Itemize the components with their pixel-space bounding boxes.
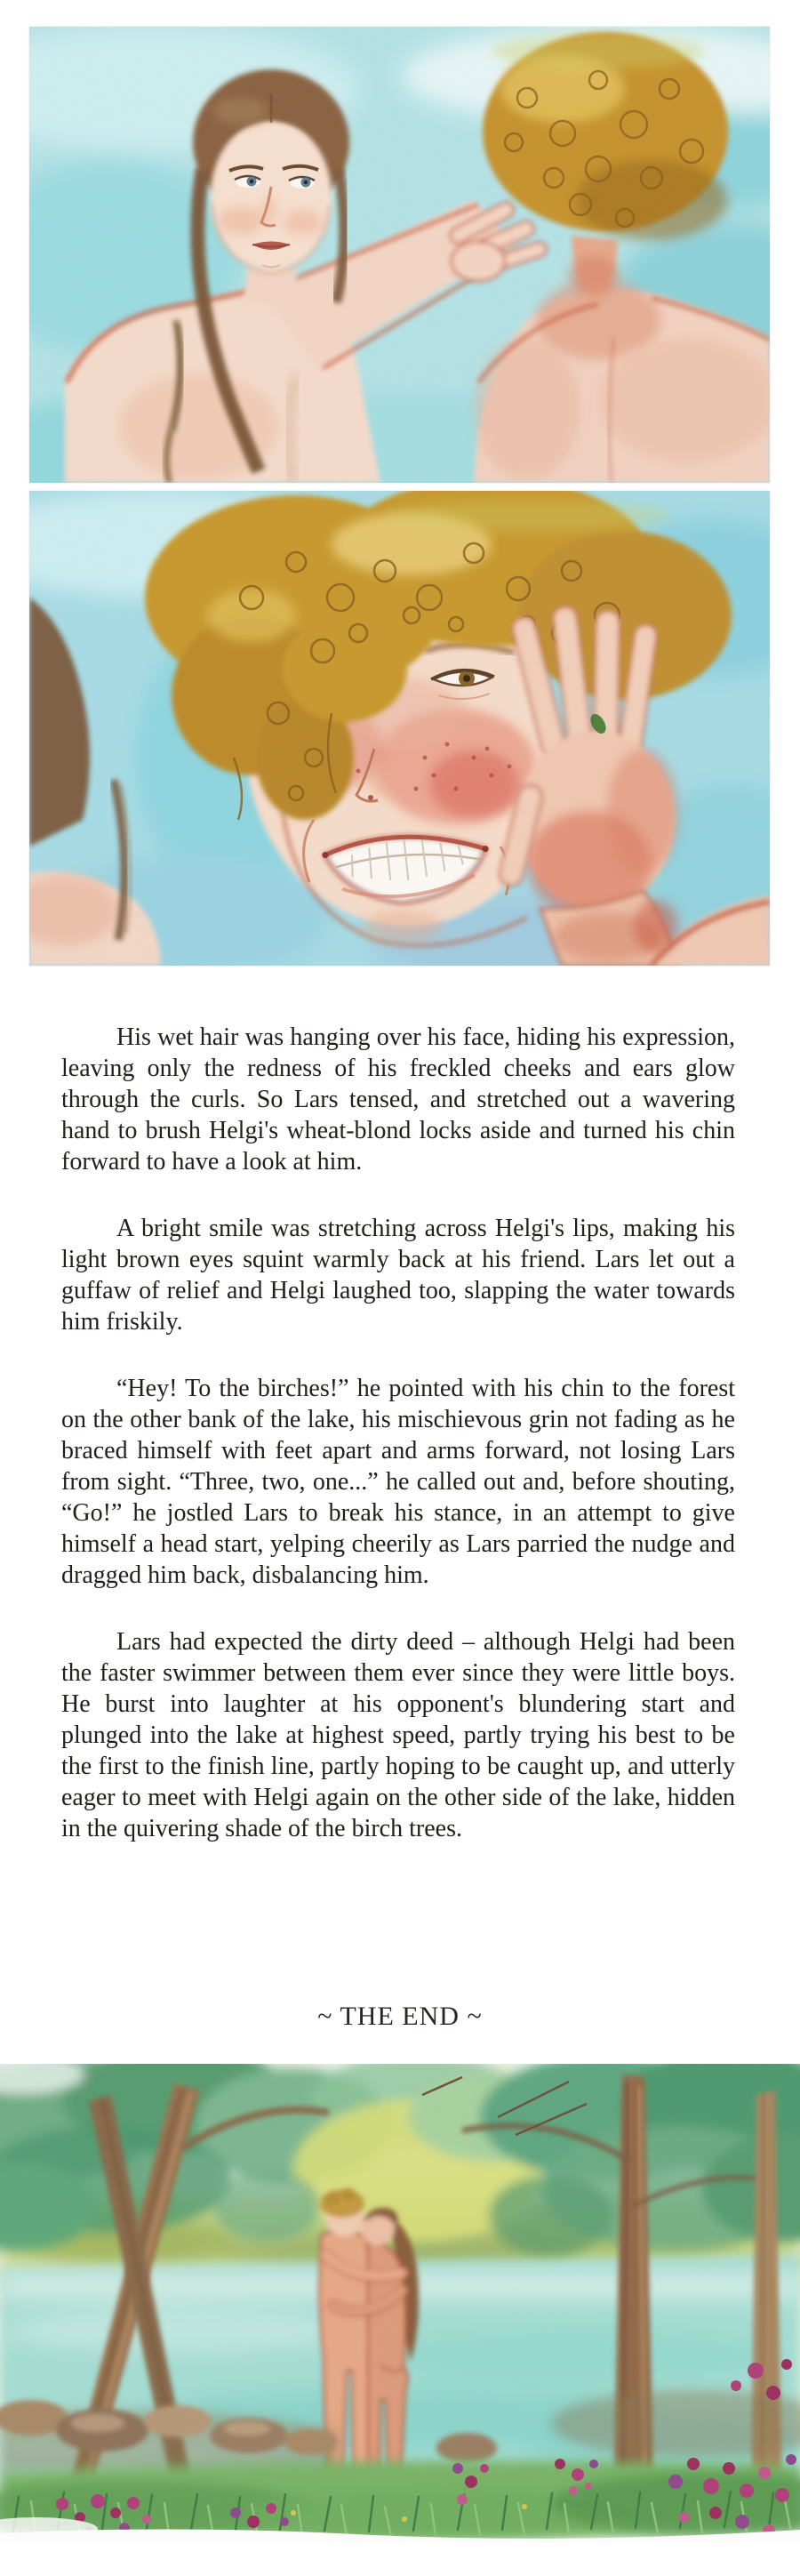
illustration-lakeside-embrace (0, 2064, 800, 2543)
story-paragraph-2: A bright smile was stretching across Helgi's lips, making his light brown eyes squint warmly back at his friend. Lars let out a guffaw of relief and Helgi laughed too, slapping the water towards him friskily. (61, 1215, 735, 1336)
paper-grain (29, 27, 770, 483)
illustration-lars-reaches-for-helgi (29, 27, 770, 483)
story-paragraph-1: His wet hair was hanging over his face, hiding his expression, leaving only the redness of his freckled cheeks and ears glow through the curls. So Lars tensed, and stretched out a wavering hand to brush Helgi's wheat-blond locks aside and turned his chin forward to have a look at him. (61, 1023, 735, 1176)
illustration-helgi-smiling-closeup (29, 491, 770, 966)
watercolor-panel-1 (29, 27, 770, 483)
story-paragraph-3: “Hey! To the birches!” he pointed with his chin to the forest on the other bank of the lake, his mischievous grin not fading as he braced himself with feet apart and arms forward, not losing Lars from sight. “Three, two, one...” he called out and, before shouting, “Go!” he jostled Lars to break his stance, in an attempt to give himself a head start, yelping cheerily as Lars parried the nudge and dragged him back, disbalancing him. (61, 1375, 735, 1589)
paper-grain (0, 2064, 800, 2543)
story-paragraph-4: Lars had expected the dirty deed – although Helgi had been the faster swimmer between them ever since they were little boys. He burst into laughter at his opponent's blundering start and plunged into the lake at highest speed, partly trying his best to be the first to the finish line, partly hoping to be caught up, and utterly eager to meet with Helgi again on the other side of the lake, hidden in the quivering shade of the birch trees. (61, 1628, 735, 1842)
watercolor-panel-3 (0, 2064, 800, 2543)
the-end-label: ~ THE END ~ (317, 2002, 483, 2031)
watercolor-panel-2 (29, 491, 770, 966)
story-text (61, 1022, 735, 1844)
paper-grain (29, 491, 770, 966)
